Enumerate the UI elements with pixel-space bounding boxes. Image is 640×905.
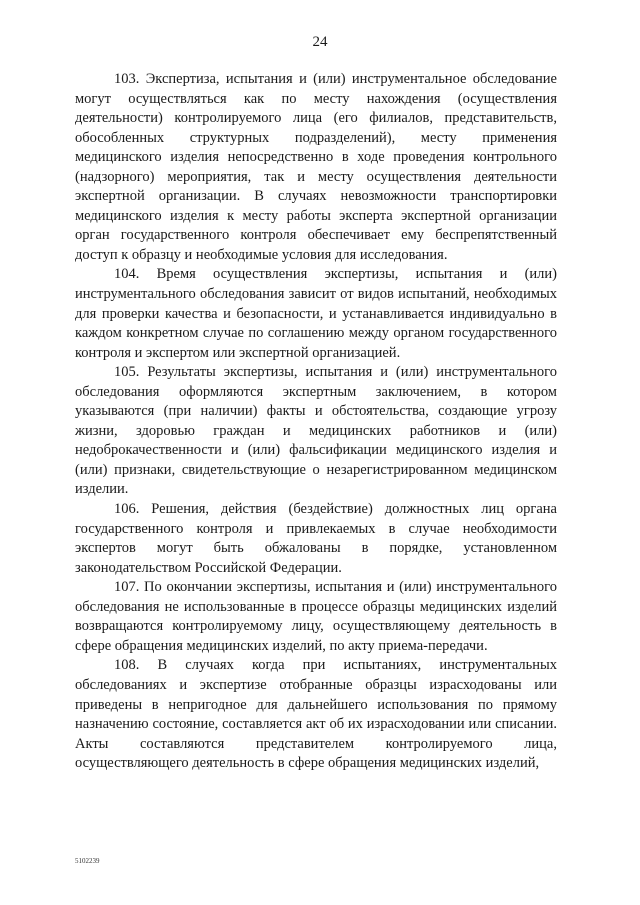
page-number: 24 (312, 34, 328, 50)
paragraph-103: 103. Экспертиза, испытания и (или) инструментальное обследование могут осуществляться как по месту нахождения (осуществления деятельности) контролируемого лица (его филиалов, представительств, обособленных структурных подразделений), месту применения медицинского изделия непосредственно в ходе проведения контрольного (надзорного) мероприятия, так и месту осуществления деятельности экспертной организации. В случаях невозможности транспортировки медицинского изделия к месту работы эксперта экспертной организации орган государственного контроля обеспечивает ему беспрепятственный доступ к образцу и необходимые условия для исследования. (75, 71, 557, 263)
paragraph-104: 104. Время осуществления экспертизы, испытания и (или) инструментального обследования зависит от видов испытаний, необходимых для проверки качества и безопасности, и устанавливается индивидуально в каждом конкретном случае по соглашению между органом государственного контроля и экспертом или экспертной организацией. (75, 266, 557, 361)
document-body (75, 70, 557, 774)
paragraph-106: 106. Решения, действия (бездействие) должностных лиц органа государственного контроля и привлекаемых в случае необходимости экспертов могут быть обжалованы в порядке, установленном законодательством Российской Федерации. (75, 501, 557, 576)
paragraph-107: 107. По окончании экспертизы, испытания и (или) инструментального обследования не использованные в процессе образцы медицинских изделий возвращаются контролируемому лицу, осуществляющему деятельность в сфере обращения медицинских изделий, по акту приема-передачи. (75, 579, 557, 654)
paragraph-105: 105. Результаты экспертизы, испытания и (или) инструментального обследования оформляются экспертным заключением, в котором указываются (при наличии) факты и обстоятельства, создающие угрозу жизни, здоровью граждан и медицинских работников и (или) недоброкачественности и (или) фальсификации медицинского изделия и (или) признаки, свидетельствующие о незарегистрированном медицинском изделии. (75, 364, 557, 498)
paragraph-108: 108. В случаях когда при испытаниях, инструментальных обследованиях и экспертизе отобранные образцы израсходованы или приведены в непригодное для дальнейшего использования по прямому назначению состояние, составляется акт об их израсходовании или списании. Акты составляются представителем контролируемого лица, осуществляющего деятельность в сфере обращения медицинских изделий, (75, 657, 557, 772)
document-code: 5102239 (75, 857, 100, 865)
